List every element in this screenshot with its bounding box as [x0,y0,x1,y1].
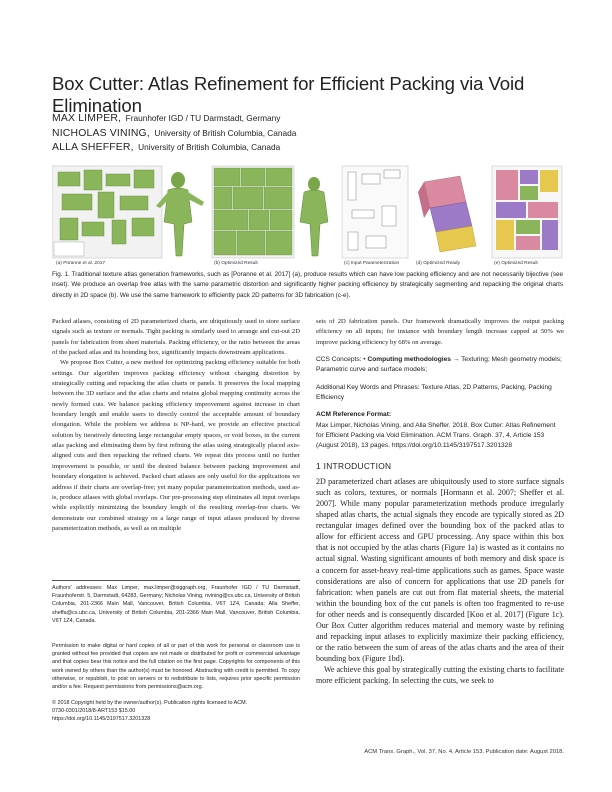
author-affiliation: Fraunhofer IGD / TU Darmstadt, Germany [125,113,281,123]
section-heading-introduction: 1 INTRODUCTION [316,461,392,472]
author-name: MAX LIMPER, [52,113,122,124]
panel-c [342,166,408,266]
acm-reference-text: Max Limper, Nicholas Vining, and Alla Sheffer. 2018. Box Cutter: Atlas Refinement for Efficient Packing via Void Elimination. ACM Trans. Graph. 37, 4, Article 153 (August 2018), 13 pages. https://doi.org/10.1145/3197517.3201328 [316,421,556,450]
ccs-label: CCS Concepts: • [316,356,366,364]
acm-reference-heading: ACM Reference Format: [316,411,392,419]
author-affiliation: University of British Columbia, Canada [138,142,281,152]
running-footer: ACM Trans. Graph., Vol. 37, No. 4, Article 153. Publication date: August 2018. [364,749,564,755]
author-name: NICHOLAS VINING, [52,127,150,139]
panel-label-a: (a) Poranne et al. 2017 [56,261,106,266]
panel-d [414,166,484,266]
panel-label-c: (c) Input Parameterization [344,261,400,266]
introduction-body [316,476,564,687]
keywords: Additional Key Words and Phrases: Texture Atlas, 2D Patterns, Packing, Packing Efficiency [316,383,552,401]
issn-line: 0730-0301/2018/8-ART153 $15.00 [52,708,136,714]
author-entry [52,137,296,152]
abstract-paragraph: We propose Box Cutter, a new method for optimizing packing efficiency suitable for both settings. Our algorithm improves packing efficiency without changing distortion by strategically cutting and repacking the atlas charts or panels. It preserves the local mapping between the 3D surface and the atlas charts and retains global mapping continuity across the newly formed cuts. We balance packing efficiency improvement against increase in chart boundary length and enable users to directly control the acceptable amount of boundary elongation. While the problem we address is NP-hard, we provide an effective practical solution by iteratively detecting large rectangular empty spaces, or void boxes, in the current atlas packing and eliminating them by first refining the atlas using strategically placed axis-aligned cuts and then repacking the refined charts. We repeat this process until no further improvement is possible, or until the desired balance between packing improvement and boundary elongation is achieved. Packed chart atlases are only useful for the applications we address if their charts are overlap-free; yet many popular parameterization methods, used as-is, produce atlases with global overlaps. Our pre-processing step eliminates all input overlaps while explicitly minimizing the boundary length of the resulting overlap-free charts. We demonstrate our combined strategy on a large range of input atlases produced by diverse parameterization methods, as well as on multiple [52,359,300,532]
ccs-bold: Computing methodologies [367,356,451,364]
right-column [316,317,564,687]
abstract-continuation: sets of 2D fabrication panels. Our framework dramatically improves the output packing efficiency on all inputs; for instance with boundary length increase capped at 50% we improve packing efficiency by 68% on average. [316,318,564,346]
panel-label-b: (b) Optimized Result [214,261,258,266]
author-affiliation: University of British Columbia, Canada [154,127,297,138]
intro-paragraph: 2D parameterized chart atlases are ubiquitously used to store surface signals such as colors, textures, or normals [Hormann et al. 2007; Sheffer et al. 2007]. While many popular parameterization methods produce irregularly shaped atlas charts, the actual signals they encode are typically stored as 2D rectangular images defined over the bounding box of the packed atlas to allow for efficient access and GPU processing. Any space within this box that is not occupied by the atlas charts (Figure 1a) is wasted as it contains no actual signal. Wasting significant amounts of both memory and disk space is a concern for asset-heavy real-time applications such as games. Space waste considerations are also of concern for applications that use 2D panels for fabrication: when panels are cut out from flat material sheets, the material within the bounding box of the cut panels is often too fragmented to re-use for other needs and is consequently discarded [Koo et al. 2017] (Figure 1c). Our Box Cutter algorithm reduces material and memory waste by refining and repacking input atlases to explicitly maximize their packing efficiency, or the ratio between the sum of areas of the atlas charts and the area of their bounding box (Figure 1bd). [316,476,564,664]
panel-label-e: (e) Optimized Result [494,261,538,266]
figure-caption: Fig. 1. Traditional texture atlas generation frameworks, such as [Poranne et al. 2017] (a), produce results which can have low packing efficiency and are not necessarily bijective (see inset). We produce an overlap free atlas with the same parametric distortion and significantly higher packing efficiency by strategically segmenting and repacking the original charts directly in 2D space (b). We use the same framework to efficiently pack 2D patterns for 3D fabrication (c-e). [52,271,563,299]
abstract-paragraph: Packed atlases, consisting of 2D parameterized charts, are ubiquitously used to store surface signals such as texture or normals. Tight packing is similarly used to arrange and cut-out 2D panels for fabrication from sheet materials. Packing efficiency, or the ratio between the areas of the packed atlas and its bounding box, significantly impacts downstream applications. [52,318,300,357]
copyright-notice: © 2018 Copyright held by the owner/author(s). Publication rights licensed to ACM. [52,700,248,706]
panel-e [492,166,562,266]
teaser-figure [52,162,563,266]
abstract-column [52,317,300,534]
author-entry [52,108,296,123]
panel-a [52,166,162,266]
author-name: ALLA SHEFFER, [52,142,134,153]
author-list [52,108,296,152]
doi-link[interactable]: https://doi.org/10.1145/3197517.3201328 [52,716,151,722]
paper-title: Box Cutter: Atlas Refinement for Efficient Packing via Void Elimination [52,73,525,116]
intro-paragraph: We achieve this goal by strategically cutting the existing charts to facilitate more efficient packing. In selecting the cuts, we seek to [316,665,564,686]
character-model-green-2 [300,177,328,256]
character-model-green [156,172,204,256]
ccs-concepts [316,355,564,376]
panel-label-d: (d) Optimized Ready [416,261,460,266]
ccs-rest: → Texturing; Mesh geometry models; Parametric curve and surface models; [316,356,562,374]
author-addresses: Authors' addresses: Max Limper, max.limper@siggraph.org, Fraunhofer IGD / TU Darmstadt, Fraunhoferstr. 5, Darmstadt, 64283, Germany; Nicholas Vining, nvining@cs.ubc.ca, University of British Columbia, 201-2366 Main Mall, Vancouver, British Columbia, V6T 1Z4, Canada; Alla Sheffer, sheffa@cs.ubc.ca, University of British Columbia, 201-2366 Main Mall, Vancouver, British Columbia, V6T 1Z4, Canada. [52,585,300,624]
panel-b [212,166,294,266]
footnote-rule [52,580,300,581]
permission-notice: Permission to make digital or hard copies of all or part of this work for personal or classroom use is granted without fee provided that copies are not made or distributed for profit or commercial advantage and that copies bear this notice and the full citation on the first page. Copyrights for components of this work owned by others than the author(s) must be honored. Abstracting with credit is permitted. To copy otherwise, or republish, to post on servers or to redistribute to lists, requires prior specific permission and/or a fee. Request permissions from permissions@acm.org. [52,643,300,691]
teaser-figure-graphic [52,162,563,266]
author-entry [52,123,296,138]
